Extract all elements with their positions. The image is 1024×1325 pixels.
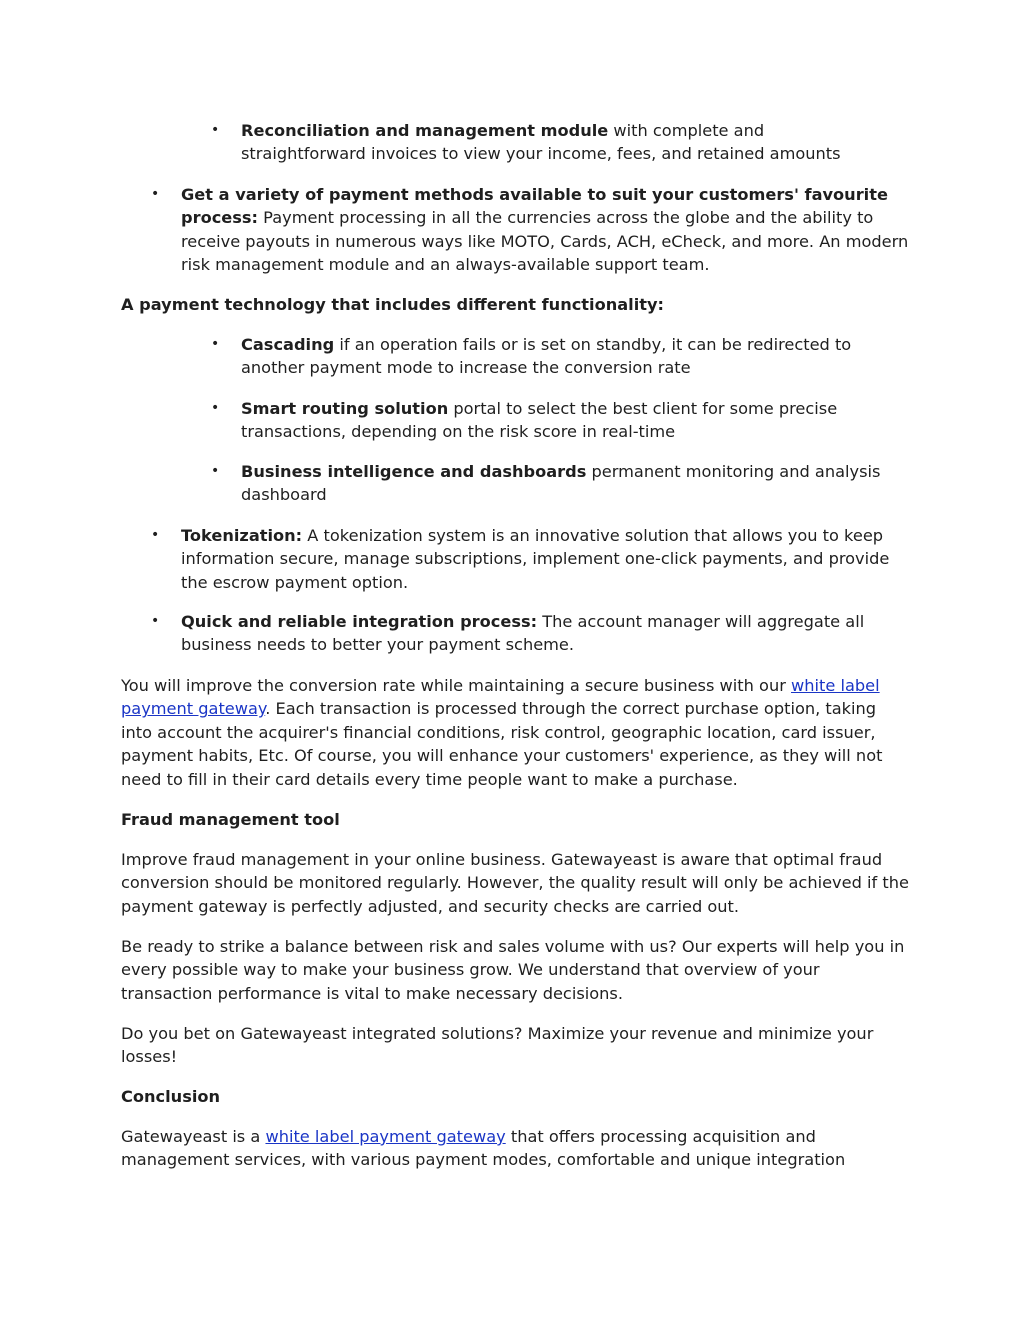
white-label-gateway-link[interactable]: white label payment gateway (265, 1127, 506, 1146)
list-item-integration (181, 610, 911, 657)
list-item-text: portal to select the best client for some precise transactions, depending on the risk score in real-time (241, 399, 838, 442)
list-item-text: if an operation fails or is set on standby, it can be redirected to another payment mode to increase the conversion rate (241, 335, 852, 378)
paragraph-conversion (121, 674, 911, 791)
list-item-title: Reconciliation and management module (241, 121, 609, 140)
list-item-text: permanent monitoring and analysis dashboard (241, 462, 881, 505)
list-item-text: A tokenization system is an innovative solution that allows you to keep information secure, manage subscriptions, implement one-click payments, and provide the escrow payment option. (181, 526, 890, 592)
bullet-marker: • (211, 400, 220, 416)
list-item-text: The account manager will aggregate all business needs to better your payment scheme. (181, 612, 865, 655)
bullet-marker: • (151, 527, 160, 543)
paragraph-fraud-2: Be ready to strike a balance between risk and sales volume with us? Our experts will help you in every possible way to make your business grow. We understand that overview of your transaction performance is vital to make necessary decisions. (121, 937, 905, 1003)
section-heading-conclusion: Conclusion (121, 1087, 221, 1106)
white-label-gateway-link[interactable]: white label payment gateway (121, 676, 880, 719)
bullet-marker: • (211, 336, 220, 352)
list-item-title: Cascading (241, 335, 335, 354)
list-item-title: Get a variety of payment methods available to suit your customers' favourite process: (181, 185, 888, 228)
list-item-payment-methods (181, 183, 911, 277)
list-item-business-intelligence (241, 460, 911, 507)
list-item-smart-routing (241, 397, 911, 444)
list-item-text: Payment processing in all the currencies across the globe and the ability to receive payouts in numerous ways like MOTO, Cards, ACH, eCheck, and more. An modern risk management module and an always-available support team. (181, 208, 909, 275)
list-item-tokenization (181, 524, 911, 594)
paragraph-text: Gatewayeast is a (121, 1127, 266, 1146)
list-item-reconciliation (241, 119, 881, 166)
bullet-marker: • (151, 186, 160, 202)
paragraph-text: . Each transaction is processed through the correct purchase option, taking into account the acquirer's financial conditions, risk control, geographic location, card issuer, payment habits, Etc. Of course, you will enhance your customers' experience, as they will not need to fill in their card details every time people want to make a purchase. (121, 699, 883, 789)
paragraph-text: You will improve the conversion rate while maintaining a secure business with our (121, 676, 792, 695)
list-item-text: with complete and straightforward invoices to view your income, fees, and retained amounts (241, 121, 841, 164)
bullet-marker: • (211, 122, 220, 138)
paragraph-fraud-1: Improve fraud management in your online business. Gatewayeast is aware that optimal fraud conversion should be monitored regularly. However, the quality result will only be achieved if the payment gateway is perfectly adjusted, and security checks are carried out. (121, 850, 909, 916)
list-item-title: Quick and reliable integration process: (181, 612, 538, 631)
bullet-marker: • (151, 613, 160, 629)
list-item-cascading (241, 333, 911, 380)
list-item-title: Smart routing solution (241, 399, 449, 418)
paragraph-fraud-3: Do you bet on Gatewayeast integrated solutions? Maximize your revenue and minimize your losses! (121, 1024, 874, 1067)
list-item-title: Business intelligence and dashboards (241, 462, 587, 481)
paragraph-text: that offers processing acquisition and management services, with various payment modes, comfortable and unique integration (121, 1127, 846, 1170)
bullet-marker: • (211, 463, 220, 479)
section-heading-fraud: Fraud management tool (121, 810, 340, 829)
section-heading-technology: A payment technology that includes different functionality: (121, 295, 665, 314)
list-item-title: Tokenization: (181, 526, 303, 545)
paragraph-conclusion (121, 1125, 911, 1172)
